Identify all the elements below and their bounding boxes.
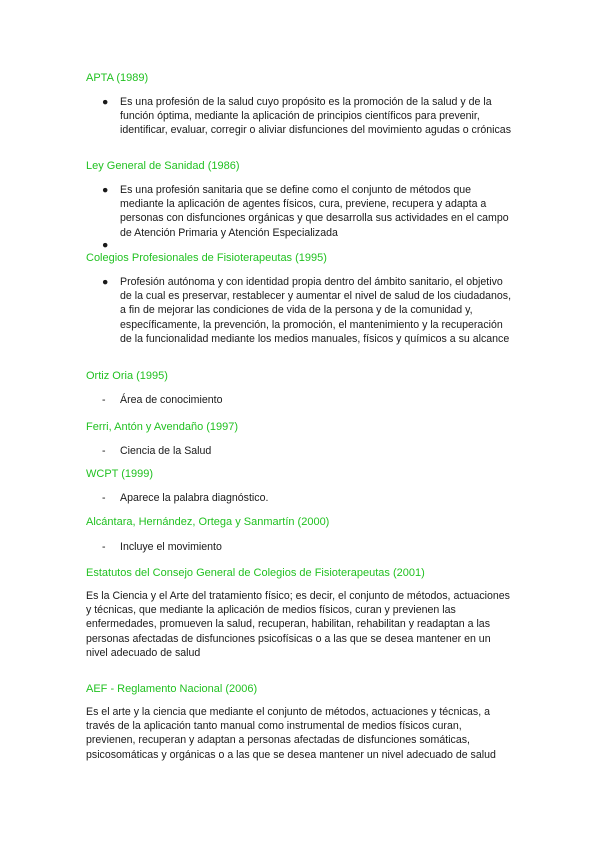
section-heading: APTA (1989) — [86, 72, 149, 84]
dash-text: Área de conocimiento — [120, 394, 223, 406]
bullet-item — [102, 275, 514, 346]
paragraph-text: Es la Ciencia y el Arte del tratamiento físico; es decir, el conjunto de métodos, actuaciones y técnicas, que mediante la aplicación de medios físicos, curan y previenen las enfermedades, promueven la salud, recuperan, habilitan, rehabilitan y readaptan a las personas afectadas de disfunciones psicofísicas o a las que se desea mantener en un nivel adecuado de salud — [86, 590, 510, 659]
dash-item — [102, 444, 514, 458]
dash-marker: - — [102, 394, 106, 406]
dash-item — [102, 393, 514, 407]
section-heading: Ley General de Sanidad (1986) — [86, 160, 240, 172]
bullet-text: Es una profesión sanitaria que se define como el conjunto de métodos que mediante la aplicación de agentes físicos, cura, previene, recupera y adapta a personas con disfunciones orgánicas y que desarrolla sus actividades en el campo de Atención Primaria y Atención Especializada — [120, 184, 509, 239]
bullet-marker: ● — [102, 96, 109, 108]
section-heading: Ortiz Oria (1995) — [86, 370, 168, 382]
dash-text: Aparece la palabra diagnóstico. — [120, 492, 269, 504]
section-heading: Colegios Profesionales de Fisioterapeutas (1995) — [86, 252, 327, 264]
paragraph-text: Es el arte y la ciencia que mediante el conjunto de métodos, actuaciones y técnicas, a través de la aplicación tanto manual como instrumental de medios físicos curan, previenen, recuperan y adaptan a personas afectadas de disfunciones somáticas, psicosomáticas y orgánicas o a las que se desea mantener un nivel adecuado de salud — [86, 706, 496, 761]
dash-item — [102, 540, 514, 554]
bullet-text: Profesión autónoma y con identidad propia dentro del ámbito sanitario, el objetivo de la cual es preservar, restablecer y aumentar el nivel de salud de los ciudadanos, a fin de mejorar las condiciones de vida de la persona y de la comunidad y, específicamente, la prevención, la promoción, el mantenimiento y la recuperación de la funcionalidad mediante los medios manuales, físicos y químicos a su alcance — [120, 276, 512, 345]
section-heading: AEF - Reglamento Nacional (2006) — [86, 683, 258, 695]
dash-marker: - — [102, 445, 106, 457]
dash-item — [102, 491, 514, 505]
section-heading: WCPT (1999) — [86, 468, 154, 480]
section-heading: Estatutos del Consejo General de Colegios de Fisioterapeutas (2001) — [86, 567, 425, 579]
bullet-text: Es una profesión de la salud cuyo propósito es la promoción de la salud y de la función óptima, mediante la aplicación de principios científicos para prevenir, identificar, evaluar, corregir o aliviar disfunciones del movimiento agudas o crónicas — [120, 96, 511, 137]
dash-marker: - — [102, 541, 106, 553]
bullet-item — [102, 183, 514, 240]
bullet-item — [102, 95, 514, 138]
section-heading: Ferri, Antón y Avendaño (1997) — [86, 421, 239, 433]
dash-marker: - — [102, 492, 106, 504]
bullet-marker: ● — [102, 239, 109, 251]
section-heading: Alcántara, Hernández, Ortega y Sanmartín (2000) — [86, 516, 330, 528]
bullet-marker: ● — [102, 184, 109, 196]
bullet-marker: ● — [102, 276, 109, 288]
dash-text: Ciencia de la Salud — [120, 445, 212, 457]
dash-text: Incluye el movimiento — [120, 541, 222, 553]
